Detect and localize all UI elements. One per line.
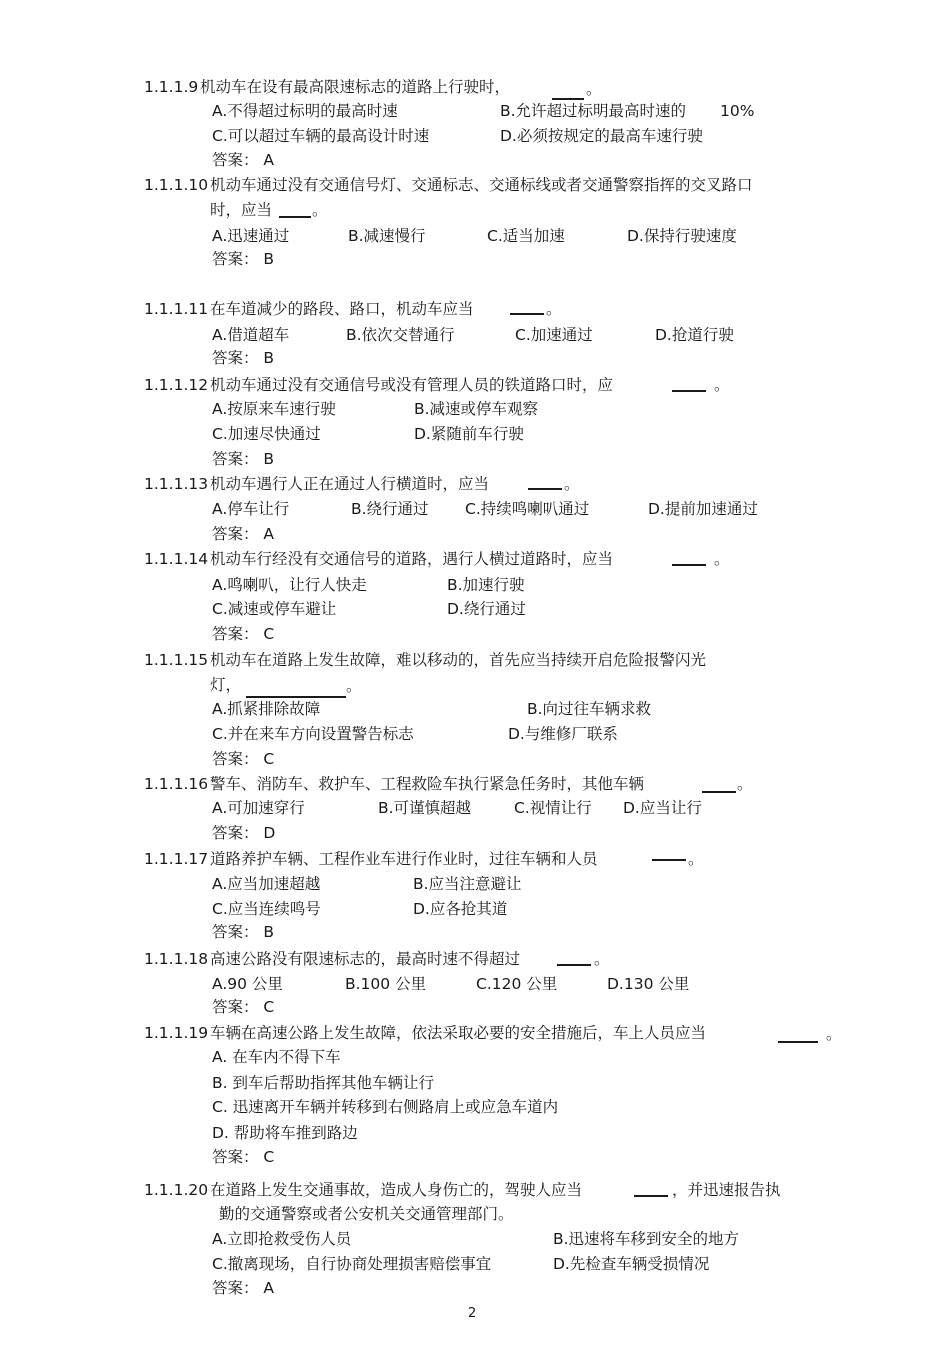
question-number: 1.1.1.13 [144,475,209,493]
answer-blank [702,791,736,793]
question-stem: 机动车通过没有交通信号灯、交通标志、交通标线或者交通警察指挥的交叉路口 [210,176,753,194]
question-stem: 机动车遇行人正在通过人行横道时，应当 [210,475,490,493]
page-number: 2 [468,1306,477,1321]
question-tail: 。 [714,376,730,394]
option-c: C.120 公里 [476,975,558,993]
option-b: B.绕行通过 [351,500,429,518]
question-tail: 。 [594,950,610,968]
option-d: D.必须按规定的最高车速行驶 [500,127,703,145]
answer-blank [528,488,562,490]
question-stem: 机动车在设有最高限速标志的道路上行驶时， [200,78,511,96]
answer-blank [552,98,584,100]
option-a: A.停车让行 [212,500,290,518]
option-a: A.90 公里 [212,975,283,993]
option-c: C.加速尽快通过 [212,425,321,443]
answer-blank [634,1195,668,1197]
option-c: C.减速或停车避让 [212,600,337,618]
answer-blank [652,859,686,861]
question-tail: 。 [586,80,602,98]
option-b: B.允许超过标明最高时速的 [500,102,687,120]
option-c: C.适当加速 [487,227,565,245]
option-a: A.立即抢救受伤人员 [212,1230,352,1248]
answer-blank [672,390,706,392]
answer-line: 答案： B [212,349,275,367]
option-a: A.迅速通过 [212,227,290,245]
question-number: 1.1.1.9 [144,78,199,96]
answer-blank [510,313,544,315]
option-b: B.可谨慎超越 [378,799,472,817]
answer-line: 答案： A [212,525,275,543]
option-d: D.应当让行 [623,799,702,817]
option-c: C.并在来车方向设置警告标志 [212,725,414,743]
answer-line: 答案： C [212,625,275,643]
question-number: 1.1.1.19 [144,1024,209,1042]
question-number: 1.1.1.17 [144,850,209,868]
question-number: 1.1.1.14 [144,550,209,568]
question-tail: ，并迅速报告执 [672,1181,781,1199]
question-stem: 车辆在高速公路上发生故障，依法采取必要的安全措施后，车上人员应当 [210,1024,707,1042]
option-d: D.抢道行驶 [655,326,734,344]
option-d: D.紧随前车行驶 [414,425,524,443]
question-tail: 。 [312,201,328,219]
option-b: B.向过往车辆求救 [527,700,652,718]
option-a: A.不得超过标明的最高时速 [212,102,398,120]
answer-line: 答案： C [212,998,275,1016]
answer-line: 答案： C [212,750,275,768]
option-d: D.应各抢其道 [413,900,508,918]
answer-blank [279,216,311,218]
option-d: D. 帮助将车推到路边 [212,1124,358,1142]
option-b: B.迅速将车移到安全的地方 [553,1230,740,1248]
question-tail: 。 [564,475,580,493]
answer-line: 答案： B [212,450,275,468]
answer-blank [672,564,706,566]
question-tail: 。 [737,775,753,793]
option-b-suffix: 10% [720,102,755,120]
question-number: 1.1.1.12 [144,376,209,394]
question-stem: 机动车行经没有交通信号的道路，遇行人横过道路时，应当 [210,550,614,568]
answer-line: 答案： B [212,923,275,941]
option-b: B.应当注意避让 [413,875,522,893]
option-a: A.应当加速超越 [212,875,321,893]
option-c: C. 迅速离开车辆并转移到右侧路肩上或应急车道内 [212,1098,559,1116]
option-b: B.减速慢行 [348,227,426,245]
question-stem: 机动车在道路上发生故障，难以移动的，首先应当持续开启危险报警闪光 [210,651,707,669]
answer-blank [557,964,591,966]
option-d: D.先检查车辆受损情况 [553,1255,710,1273]
option-a: A.借道超车 [212,326,290,344]
option-c: C.可以超过车辆的最高设计时速 [212,127,430,145]
answer-line: 答案： A [212,151,275,169]
option-b: B.加速行驶 [447,576,525,594]
question-stem: 机动车通过没有交通信号或没有管理人员的铁道路口时，应 [210,376,614,394]
question-stem: 高速公路没有限速标志的，最高时速不得超过 [210,950,521,968]
option-c: C.视情让行 [514,799,592,817]
question-stem: 警车、消防车、救护车、工程救险车执行紧急任务时，其他车辆 [210,775,645,793]
question-tail: 。 [346,677,362,695]
question-stem: 在车道减少的路段、路口，机动车应当 [210,300,474,318]
question-tail: 。 [546,300,562,318]
question-stem-line2: 勤的交通警察或者公安机关交通管理部门。 [219,1205,514,1223]
question-number: 1.1.1.18 [144,950,209,968]
option-c: C.应当连续鸣号 [212,900,321,918]
option-c: C.加速通过 [515,326,593,344]
question-number: 1.1.1.20 [144,1181,209,1199]
option-b: B. 到车后帮助指挥其他车辆让行 [212,1074,434,1092]
answer-blank [246,696,346,698]
option-d: D.提前加速通过 [648,500,758,518]
question-stem-line2: 灯， [210,676,242,694]
answer-line: 答案： C [212,1148,275,1166]
question-number: 1.1.1.11 [144,300,209,318]
option-d: D.130 公里 [607,975,690,993]
option-c: C.撤离现场，自行协商处理损害赔偿事宜 [212,1255,492,1273]
option-d: D.保持行驶速度 [627,227,737,245]
option-b: B.减速或停车观察 [414,400,539,418]
option-a: A.按原来车速行驶 [212,400,336,418]
option-a: A.鸣喇叭，让行人快走 [212,576,367,594]
question-stem-line2: 时，应当 [210,201,273,219]
option-d: D.与维修厂联系 [508,725,618,743]
question-stem: 道路养护车辆、工程作业车进行作业时，过往车辆和人员 [210,850,598,868]
question-stem: 在道路上发生交通事故，造成人身伤亡的，驾驶人应当 [210,1181,583,1199]
answer-line: 答案： D [212,824,276,842]
answer-line: 答案： A [212,1279,275,1297]
answer-blank [778,1041,818,1043]
option-b: B.依次交替通行 [346,326,455,344]
question-number: 1.1.1.10 [144,176,209,194]
question-tail: 。 [688,850,704,868]
option-b: B.100 公里 [345,975,427,993]
option-c: C.持续鸣喇叭通过 [465,500,590,518]
question-number: 1.1.1.16 [144,775,209,793]
question-number: 1.1.1.15 [144,651,209,669]
question-tail: 。 [826,1025,842,1043]
option-d: D.绕行通过 [447,600,526,618]
option-a: A.可加速穿行 [212,799,305,817]
answer-line: 答案： B [212,250,275,268]
option-a: A.抓紧排除故障 [212,700,321,718]
option-a: A. 在车内不得下车 [212,1048,341,1066]
question-tail: 。 [714,550,730,568]
